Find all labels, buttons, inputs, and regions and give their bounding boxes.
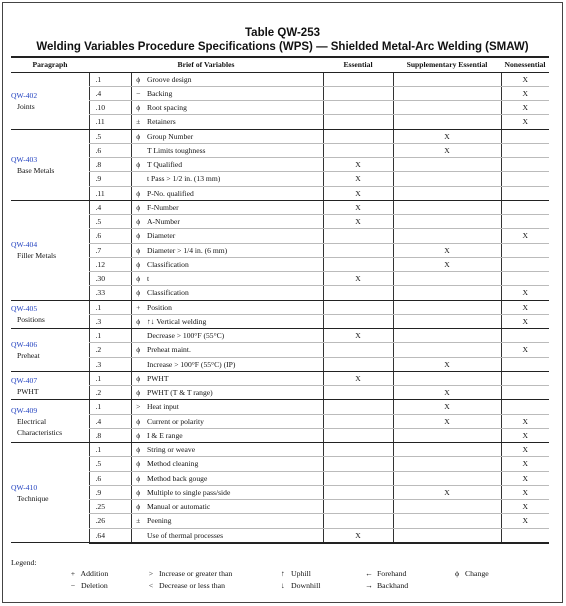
table-row [11, 257, 549, 271]
essential-mark [323, 243, 393, 257]
welding-variables-table [11, 56, 549, 544]
section-number: .5 [89, 129, 131, 143]
variable-brief: Classification [145, 257, 323, 271]
change-symbol: ϕ [131, 229, 145, 243]
legend-item [67, 581, 108, 590]
table-row [11, 186, 549, 200]
variable-brief: Method cleaning [145, 457, 323, 471]
nonessential-mark [501, 371, 549, 385]
nonessential-mark: X [501, 471, 549, 485]
variable-brief: Decrease > 100°F (55°C) [145, 329, 323, 343]
legend-symbol: ↓ [281, 581, 285, 590]
change-symbol: ϕ [131, 500, 145, 514]
change-symbol: ϕ [131, 200, 145, 214]
nonessential-mark [501, 186, 549, 200]
nonessential-mark: X [501, 286, 549, 300]
change-symbol: ϕ [131, 414, 145, 428]
table-body [11, 72, 549, 543]
legend-symbol: > [148, 569, 154, 578]
essential-mark [323, 115, 393, 129]
variable-brief: Multiple to single pass/side [145, 485, 323, 499]
section-number: .1 [89, 72, 131, 86]
section-number: .5 [89, 215, 131, 229]
legend-symbol: ← [365, 569, 373, 578]
supplementary-mark [393, 200, 501, 214]
legend-symbol: < [148, 581, 154, 590]
paragraph-code: QW-402 [11, 90, 38, 100]
table-row [11, 400, 549, 414]
section-number: .1 [89, 300, 131, 314]
variable-brief: Diameter [145, 229, 323, 243]
legend-text: Forehand [376, 569, 407, 578]
change-symbol: ± [131, 115, 145, 129]
table-row [11, 500, 549, 514]
supplementary-mark [393, 86, 501, 100]
variable-brief: Preheat maint. [145, 343, 323, 357]
nonessential-mark [501, 257, 549, 271]
section-number: .4 [89, 86, 131, 100]
legend-label: Legend: [11, 558, 37, 567]
essential-mark: X [323, 528, 393, 543]
legend-item [145, 581, 225, 590]
section-number: .4 [89, 414, 131, 428]
section-number: .4 [89, 200, 131, 214]
table-row [11, 386, 549, 400]
change-symbol: ϕ [131, 243, 145, 257]
change-symbol [131, 357, 145, 371]
change-symbol: − [131, 86, 145, 100]
variable-brief: Groove design [145, 72, 323, 86]
change-symbol: ϕ [131, 386, 145, 400]
change-symbol [131, 172, 145, 186]
essential-mark [323, 400, 393, 414]
nonessential-mark [501, 172, 549, 186]
header-row [11, 57, 549, 72]
table-row [11, 343, 549, 357]
section-number: .33 [89, 286, 131, 300]
nonessential-mark: X [501, 115, 549, 129]
header-supplementary: Supplementary Essential [393, 57, 501, 72]
essential-mark [323, 300, 393, 314]
supplementary-mark: X [393, 129, 501, 143]
essential-mark [323, 457, 393, 471]
nonessential-mark: X [501, 300, 549, 314]
supplementary-mark [393, 428, 501, 442]
nonessential-mark: X [501, 428, 549, 442]
section-number: .8 [89, 428, 131, 442]
nonessential-mark [501, 386, 549, 400]
legend-text: Downhill [290, 581, 321, 590]
section-number: .30 [89, 272, 131, 286]
table-row [11, 200, 549, 214]
paragraph-code: QW-405 [11, 304, 38, 314]
header-paragraph: Paragraph [11, 57, 89, 72]
section-number: .9 [89, 485, 131, 499]
paragraph-cell [11, 400, 89, 443]
nonessential-mark [501, 272, 549, 286]
variable-brief: Root spacing [145, 101, 323, 115]
variable-brief: t [145, 272, 323, 286]
paragraph-code: QW-404 [11, 240, 38, 250]
table-row [11, 528, 549, 543]
essential-mark [323, 129, 393, 143]
table-row [11, 443, 549, 457]
paragraph-cell [11, 129, 89, 200]
paragraph-code: QW-410 [11, 482, 38, 492]
essential-mark [323, 257, 393, 271]
change-symbol: ϕ [131, 443, 145, 457]
table-row [11, 457, 549, 471]
paragraph-name: Preheat [17, 350, 40, 360]
essential-mark [323, 86, 393, 100]
variable-brief: PWHT (T & T range) [145, 386, 323, 400]
paragraph-name: Electrical Characteristics [17, 416, 63, 437]
supplementary-mark [393, 72, 501, 86]
table-row [11, 485, 549, 499]
legend-text: Decrease or less than [158, 581, 225, 590]
paragraph-name: Filler Metals [17, 251, 57, 261]
legend-text: Change [464, 569, 489, 578]
essential-mark: X [323, 172, 393, 186]
legend-text: Addition [80, 569, 109, 578]
supplementary-mark [393, 343, 501, 357]
section-number: .8 [89, 158, 131, 172]
change-symbol: ϕ [131, 272, 145, 286]
table-row [11, 357, 549, 371]
section-number: .2 [89, 343, 131, 357]
variable-brief: Use of thermal processes [145, 528, 323, 543]
supplementary-mark [393, 286, 501, 300]
nonessential-mark [501, 357, 549, 371]
supplementary-mark [393, 514, 501, 528]
change-symbol: ϕ [131, 129, 145, 143]
variable-brief: P-No. qualified [145, 186, 323, 200]
supplementary-mark: X [393, 400, 501, 414]
section-number: .9 [89, 172, 131, 186]
essential-mark [323, 72, 393, 86]
change-symbol: ± [131, 514, 145, 528]
paragraph-code: QW-409 [11, 405, 38, 415]
table-row [11, 143, 549, 157]
variable-brief: Manual or automatic [145, 500, 323, 514]
supplementary-mark: X [393, 485, 501, 499]
nonessential-mark [501, 400, 549, 414]
change-symbol: ϕ [131, 215, 145, 229]
variable-brief: Current or polarity [145, 414, 323, 428]
essential-mark [323, 500, 393, 514]
supplementary-mark: X [393, 243, 501, 257]
table-row [11, 86, 549, 100]
nonessential-mark: X [501, 457, 549, 471]
change-symbol [131, 329, 145, 343]
supplementary-mark [393, 272, 501, 286]
nonessential-mark: X [501, 229, 549, 243]
paragraph-cell [11, 371, 89, 400]
legend-item [67, 569, 108, 578]
supplementary-mark [393, 457, 501, 471]
paragraph-cell [11, 300, 89, 329]
change-symbol: ϕ [131, 257, 145, 271]
legend-symbol: ϕ [454, 569, 460, 578]
legend-item [277, 569, 311, 578]
table-row [11, 115, 549, 129]
change-symbol: ϕ [131, 457, 145, 471]
change-symbol [131, 143, 145, 157]
variable-brief: I & E range [145, 428, 323, 442]
variable-brief: Peening [145, 514, 323, 528]
legend [11, 558, 549, 598]
essential-mark [323, 485, 393, 499]
paragraph-name: Positions [17, 315, 45, 325]
supplementary-mark [393, 443, 501, 457]
table-row [11, 286, 549, 300]
nonessential-mark: X [501, 443, 549, 457]
essential-mark [323, 343, 393, 357]
header-brief: Brief of Variables [89, 57, 323, 72]
supplementary-mark [393, 528, 501, 543]
legend-symbol: ↑ [281, 569, 285, 578]
supplementary-mark [393, 371, 501, 385]
nonessential-mark [501, 243, 549, 257]
table-row [11, 329, 549, 343]
supplementary-mark [393, 101, 501, 115]
essential-mark: X [323, 272, 393, 286]
essential-mark [323, 471, 393, 485]
nonessential-mark: X [501, 314, 549, 328]
legend-item [145, 569, 232, 578]
legend-text: Backhand [376, 581, 409, 590]
variable-brief: Method back gouge [145, 471, 323, 485]
table-row [11, 514, 549, 528]
nonessential-mark: X [501, 86, 549, 100]
variable-brief: Position [145, 300, 323, 314]
header-essential: Essential [323, 57, 393, 72]
nonessential-mark [501, 129, 549, 143]
essential-mark: X [323, 158, 393, 172]
change-symbol [131, 528, 145, 543]
variable-brief: ↑↓ Vertical welding [145, 314, 323, 328]
change-symbol: ϕ [131, 186, 145, 200]
table-row [11, 428, 549, 442]
nonessential-mark: X [501, 343, 549, 357]
change-symbol: > [131, 400, 145, 414]
essential-mark [323, 229, 393, 243]
variable-brief: Classification [145, 286, 323, 300]
table-row [11, 314, 549, 328]
nonessential-mark: X [501, 72, 549, 86]
essential-mark: X [323, 186, 393, 200]
supplementary-mark [393, 329, 501, 343]
variable-brief: T Limits toughness [145, 143, 323, 157]
section-number: .1 [89, 329, 131, 343]
legend-symbol: − [70, 581, 76, 590]
legend-symbol: + [70, 569, 76, 578]
essential-mark [323, 314, 393, 328]
essential-mark [323, 386, 393, 400]
supplementary-mark: X [393, 257, 501, 271]
legend-item [363, 581, 408, 590]
supplementary-mark [393, 471, 501, 485]
section-number: .3 [89, 357, 131, 371]
supplementary-mark [393, 314, 501, 328]
paragraph-name: Joints [17, 101, 35, 111]
variable-brief: A-Number [145, 215, 323, 229]
supplementary-mark [393, 115, 501, 129]
change-symbol: ϕ [131, 314, 145, 328]
essential-mark [323, 428, 393, 442]
section-number: .5 [89, 457, 131, 471]
paragraph-cell [11, 72, 89, 129]
variable-brief: Increase > 100°F (55°C) (IP) [145, 357, 323, 371]
essential-mark [323, 414, 393, 428]
variable-brief: Retainers [145, 115, 323, 129]
nonessential-mark [501, 200, 549, 214]
nonessential-mark: X [501, 101, 549, 115]
table-row [11, 471, 549, 485]
section-number: .3 [89, 314, 131, 328]
section-number: .12 [89, 257, 131, 271]
section-number: .1 [89, 400, 131, 414]
supplementary-mark [393, 300, 501, 314]
supplementary-mark [393, 215, 501, 229]
change-symbol: ϕ [131, 72, 145, 86]
variable-brief: Diameter > 1/4 in. (6 mm) [145, 243, 323, 257]
paragraph-code: QW-407 [11, 375, 38, 385]
paragraph-cell [11, 443, 89, 543]
nonessential-mark [501, 528, 549, 543]
supplementary-mark: X [393, 414, 501, 428]
section-number: .2 [89, 386, 131, 400]
table-row [11, 158, 549, 172]
table-row [11, 243, 549, 257]
supplementary-mark [393, 229, 501, 243]
essential-mark [323, 286, 393, 300]
table-row [11, 129, 549, 143]
header-nonessential: Nonessential [501, 57, 549, 72]
essential-mark [323, 143, 393, 157]
table-row [11, 300, 549, 314]
legend-text: Uphill [290, 569, 311, 578]
essential-mark [323, 357, 393, 371]
legend-item [363, 569, 406, 578]
change-symbol: ϕ [131, 343, 145, 357]
nonessential-mark: X [501, 514, 549, 528]
table-row [11, 172, 549, 186]
change-symbol: + [131, 300, 145, 314]
variable-brief: Group Number [145, 129, 323, 143]
table-row [11, 215, 549, 229]
variable-brief: Heat input [145, 400, 323, 414]
change-symbol: ϕ [131, 371, 145, 385]
table-row [11, 229, 549, 243]
section-number: .7 [89, 243, 131, 257]
change-symbol: ϕ [131, 428, 145, 442]
essential-mark: X [323, 215, 393, 229]
section-number: .1 [89, 443, 131, 457]
section-number: .6 [89, 143, 131, 157]
supplementary-mark: X [393, 386, 501, 400]
paragraph-name: Technique [17, 493, 49, 503]
legend-symbol: → [365, 581, 373, 590]
nonessential-mark: X [501, 500, 549, 514]
essential-mark: X [323, 329, 393, 343]
essential-mark: X [323, 371, 393, 385]
variable-brief: PWHT [145, 371, 323, 385]
supplementary-mark [393, 500, 501, 514]
supplementary-mark [393, 172, 501, 186]
section-number: .11 [89, 115, 131, 129]
change-symbol: ϕ [131, 485, 145, 499]
paragraph-cell [11, 329, 89, 372]
variable-brief: T Qualified [145, 158, 323, 172]
nonessential-mark: X [501, 485, 549, 499]
variable-brief: t Pass > 1/2 in. (13 mm) [145, 172, 323, 186]
nonessential-mark [501, 329, 549, 343]
paragraph-name: Base Metals [17, 165, 55, 175]
section-number: .1 [89, 371, 131, 385]
nonessential-mark: X [501, 414, 549, 428]
legend-item [277, 581, 320, 590]
supplementary-mark [393, 186, 501, 200]
change-symbol: ϕ [131, 286, 145, 300]
table-row [11, 371, 549, 385]
essential-mark [323, 443, 393, 457]
table-row [11, 272, 549, 286]
paragraph-code: QW-403 [11, 154, 38, 164]
section-number: .6 [89, 471, 131, 485]
nonessential-mark [501, 158, 549, 172]
section-number: .6 [89, 229, 131, 243]
table-row [11, 101, 549, 115]
section-number: .26 [89, 514, 131, 528]
change-symbol: ϕ [131, 158, 145, 172]
essential-mark [323, 514, 393, 528]
section-number: .64 [89, 528, 131, 543]
essential-mark [323, 101, 393, 115]
paragraph-code: QW-406 [11, 339, 38, 349]
legend-text: Increase or greater than [158, 569, 233, 578]
paragraph-cell [11, 200, 89, 300]
section-number: .11 [89, 186, 131, 200]
change-symbol: ϕ [131, 471, 145, 485]
table-row [11, 414, 549, 428]
legend-text: Deletion [80, 581, 108, 590]
section-number: .25 [89, 500, 131, 514]
change-symbol: ϕ [131, 101, 145, 115]
table-title: Table QW-253 [245, 27, 320, 39]
supplementary-mark [393, 158, 501, 172]
supplementary-mark: X [393, 357, 501, 371]
nonessential-mark [501, 143, 549, 157]
section-number: .10 [89, 101, 131, 115]
essential-mark: X [323, 200, 393, 214]
variable-brief: F-Number [145, 200, 323, 214]
legend-item [451, 569, 489, 578]
variable-brief: Backing [145, 86, 323, 100]
table-row [11, 72, 549, 86]
table-subtitle: Welding Variables Procedure Specifications (WPS) — Shielded Metal-Arc Welding (SMAW) [36, 41, 529, 53]
supplementary-mark: X [393, 143, 501, 157]
paragraph-name: PWHT [17, 386, 39, 396]
variable-brief: String or weave [145, 443, 323, 457]
nonessential-mark [501, 215, 549, 229]
